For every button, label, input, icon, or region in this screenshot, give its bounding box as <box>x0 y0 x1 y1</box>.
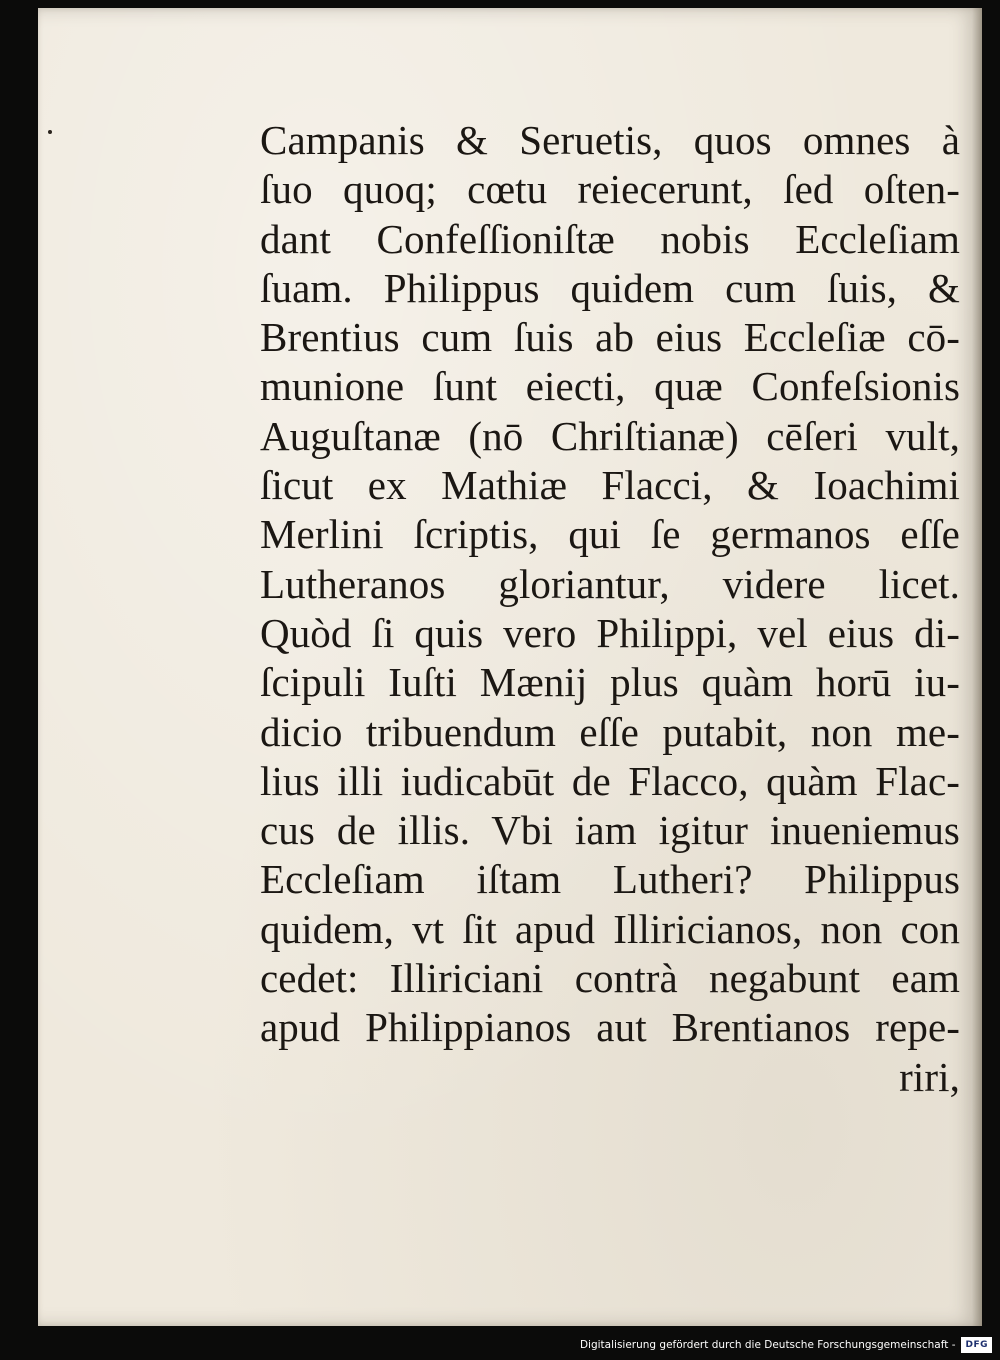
text-line: ſuo quoq; cœtu reiecerunt, ſed oſten- <box>260 166 960 213</box>
text-line: Merlini ſcriptis, qui ſe germanos eſſe <box>260 511 960 558</box>
text-line: munione ſunt eiecti, quæ Confeſsionis <box>260 363 960 410</box>
text-line: Brentius cum ſuis ab eius Eccleſiæ cō- <box>260 314 960 361</box>
text-line: Auguſtanæ (nō Chriſtianæ) cēſeri vult, <box>260 412 960 459</box>
text-line: Quòd ſi quis vero Philippi, vel eius di- <box>260 609 960 656</box>
digitization-footer <box>580 1336 992 1354</box>
text-line: Eccleſiam iſtam Lutheri? Philippus <box>260 856 960 903</box>
text-line: ſuam. Philippus quidem cum ſuis, & <box>260 264 960 311</box>
text-line: Lutheranos gloriantur, videre licet. <box>260 560 960 607</box>
footer-credit: Digitalisierung gefördert durch die Deutsche Forschungsgemeinschaft - <box>579 1339 956 1351</box>
book-page <box>38 8 982 1326</box>
text-line: ſcipuli Iuſti Mænij plus quàm horū iu- <box>260 659 960 706</box>
text-line: lius illi iudicabūt de Flacco, quàm Flac- <box>260 757 960 804</box>
page-text <box>260 116 960 1102</box>
text-line: Campanis & Seruetis, quos omnes à <box>260 117 960 163</box>
catchword-line: riri, <box>899 1053 960 1100</box>
text-line: cedet: Illiriciani contrà negabunt eam <box>260 955 960 1002</box>
page-edge-shadow <box>972 8 982 1326</box>
text-line: dicio tribuendum eſſe putabit, non me- <box>260 708 960 755</box>
margin-mark <box>48 130 52 134</box>
text-line: quidem, vt ſit apud Illiricianos, non con <box>260 905 960 952</box>
text-line: ſicut ex Mathiæ Flacci, & Ioachimi <box>260 462 960 509</box>
text-line: cus de illis. Vbi iam igitur inueniemus <box>260 807 960 854</box>
text-line: apud Philippianos aut Brentianos repe- <box>260 1004 960 1051</box>
text-line: dant Confeſſioniſtæ nobis Eccleſiam <box>260 215 960 262</box>
dfg-logo-icon: DFG <box>961 1337 992 1353</box>
